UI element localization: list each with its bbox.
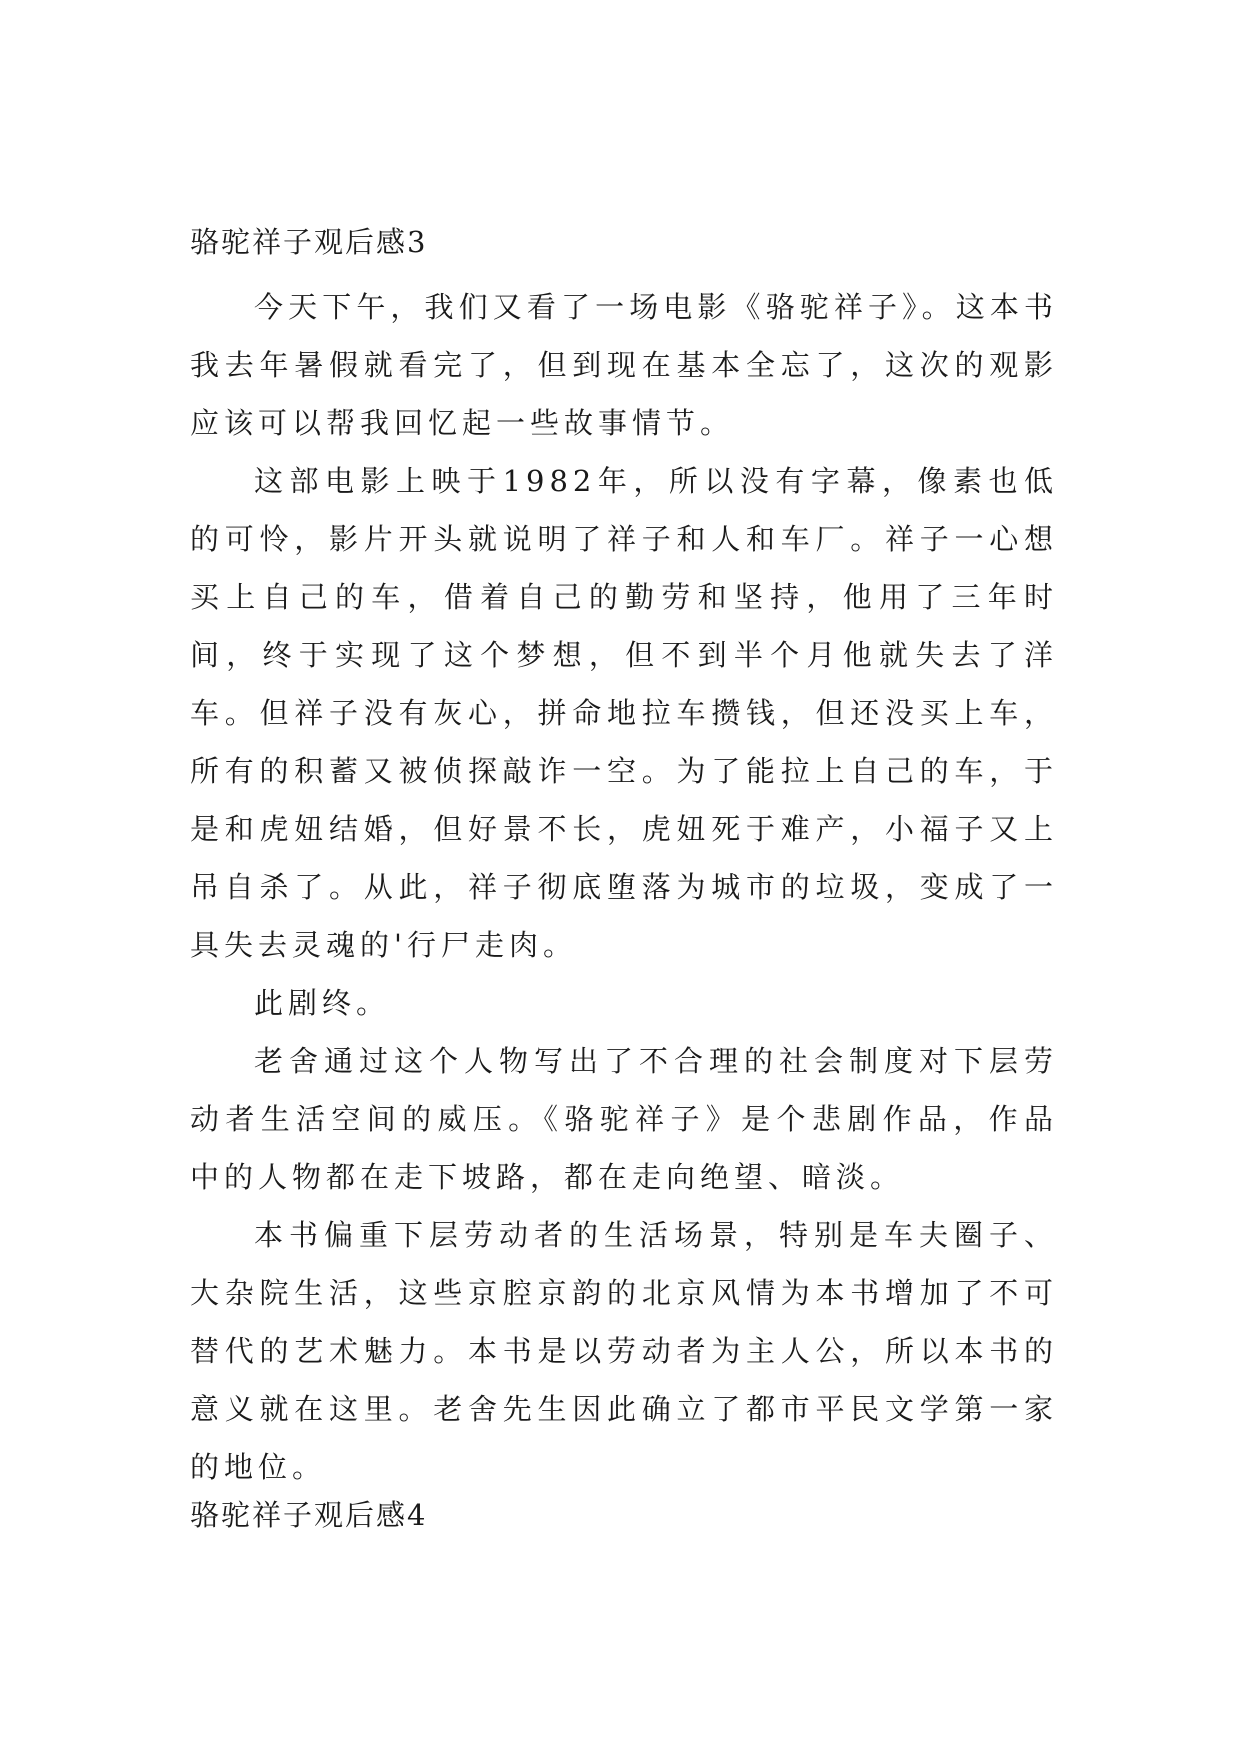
paragraph: 这部电影上映于1982年，所以没有字幕，像素也低的可怜，影片开头就说明了祥子和人和车厂。祥子一心想买上自己的车，借着自己的勤劳和坚持，他用了三年时间，终于实现了这个梦想，但不到半个月他就失去了洋车。但祥子没有灰心，拼命地拉车攒钱，但还没买上车，所有的积蓄又被侦探敲诈一空。为了能拉上自己的车，于是和虎妞结婚，但好景不长，虎妞死于难产，小福子又上吊自杀了。从此，祥子彻底堕落为城市的垃圾，变成了一具失去灵魂的'行尸走肉。: [190, 464, 1058, 962]
paragraph: 今天下午，我们又看了一场电影《骆驼祥子》。这本书我去年暑假就看完了，但到现在基本全忘了，这次的观影应该可以帮我回忆起一些故事情节。: [190, 290, 1058, 440]
section-title: 骆驼祥子观后感3: [190, 225, 428, 259]
paragraph: 此剧终。: [254, 986, 391, 1020]
section-body: [190, 278, 1058, 1496]
section-title: 骆驼祥子观后感4: [190, 1498, 428, 1532]
paragraph: 老舍通过这个人物写出了不合理的社会制度对下层劳动者生活空间的威压。《骆驼祥子》是个悲剧作品，作品中的人物都在走下坡路，都在走向绝望、暗淡。: [190, 1044, 1058, 1194]
paragraph: 本书偏重下层劳动者的生活场景，特别是车夫圈子、大杂院生活，这些京腔京韵的北京风情为本书增加了不可替代的艺术魅力。本书是以劳动者为主人公，所以本书的意义就在这里。老舍先生因此确立了都市平民文学第一家的地位。: [190, 1218, 1058, 1484]
